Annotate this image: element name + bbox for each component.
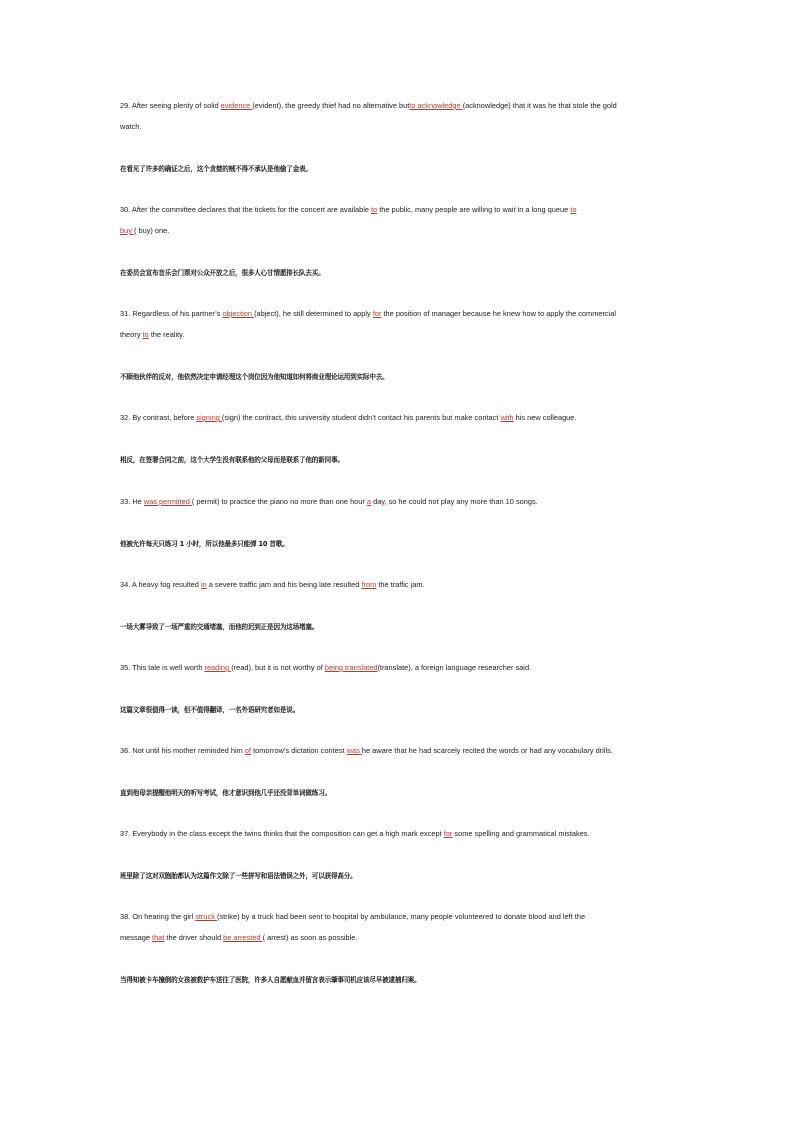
answer-text: to bbox=[142, 330, 149, 339]
answer-text: to acknowledge bbox=[409, 101, 463, 110]
answer-text: was permitted bbox=[143, 497, 192, 506]
answer-text: from bbox=[361, 580, 377, 589]
translation-text: 他被允许每天只练习 1 小时，所以他最多只能弹 10 首歌。 bbox=[120, 540, 289, 548]
translation-text: 在看见了许多的确证之后，这个贪婪的贼不得不承认是他偷了金表。 bbox=[120, 165, 312, 173]
sentence-line bbox=[120, 746, 613, 756]
sentence-text: (translate), a foreign language researcher said. bbox=[377, 663, 532, 672]
sentence-text: (strike) by a truck had been sent to hospital by ambulance, many people volunteered to donate blood and left the bbox=[216, 912, 586, 921]
sentence-text: his new colleague. bbox=[513, 413, 577, 422]
sentence-text: day, so he could not play any more than 10 songs. bbox=[371, 497, 538, 506]
translation-text: 在委员会宣布音乐会门票对公众开放之后，很多人心甘情愿排长队去买。 bbox=[120, 269, 325, 277]
answer-text: struck bbox=[195, 912, 217, 921]
sentence-text: (acknowledge) that it was he that stole the gold bbox=[462, 101, 617, 110]
answer-text: for bbox=[443, 829, 453, 838]
sentence-text: 37. Everybody in the class except the twins thinks that the composition can get a high mark except bbox=[120, 829, 444, 838]
answer-text: to bbox=[570, 205, 577, 214]
sentence-text: tomorrow’s dictation contest bbox=[251, 746, 347, 755]
sentence-text: message bbox=[120, 933, 153, 942]
sentence-text: 36. Not until his mother reminded him bbox=[120, 746, 245, 755]
sentence-line bbox=[120, 101, 617, 111]
sentence-text: the driver should bbox=[164, 933, 224, 942]
sentence-line bbox=[120, 829, 590, 839]
sentence-line bbox=[120, 663, 531, 673]
sentence-text: he aware that he had scarcely recited the words or had any vocabulary drills. bbox=[361, 746, 613, 755]
sentence-text: 34. A heavy fog resulted bbox=[120, 580, 201, 589]
answer-text: buy bbox=[120, 226, 134, 235]
sentence-text: ( permit) to practice the piano no more than one hour bbox=[191, 497, 367, 506]
sentence-text: (sign) the contract, this university student didn’t contact his parents but make contact bbox=[221, 413, 501, 422]
sentence-text: a severe traffic jam and his being late resulted bbox=[206, 580, 362, 589]
translation-text: 这篇文章很值得一读，但不值得翻译，一名外语研究者如是说。 bbox=[120, 706, 300, 714]
translation-text: 班里除了这对双胞胎都认为这篇作文除了一些拼写和语法错误之外，可以获得高分。 bbox=[120, 872, 357, 880]
answer-text: in bbox=[200, 580, 207, 589]
sentence-text: (evident), the greedy thief had no alternative but bbox=[252, 101, 410, 110]
sentence-line bbox=[120, 497, 538, 507]
translation-text: 相反，在签署合同之前，这个大学生没有联系他的父母而是联系了他的新同事。 bbox=[120, 456, 344, 464]
answer-text: objection bbox=[222, 309, 255, 318]
translation-text: 不顾他伙伴的反对，他依然决定申请经理这个岗位因为他知道如何将商业理论运用到实际中去。 bbox=[120, 373, 389, 381]
answer-text: evidence bbox=[220, 101, 253, 110]
answer-text: that bbox=[152, 933, 165, 942]
answer-text: for bbox=[372, 309, 382, 318]
answer-text: with bbox=[500, 413, 514, 422]
sentence-text: 31. Regardless of his partner’s bbox=[120, 309, 223, 318]
translation-text: 一场大雾导致了一场严重的交通堵塞，而他的迟到正是因为这场堵塞。 bbox=[120, 623, 319, 631]
sentence-text: 38. On hearing the girl bbox=[120, 912, 196, 921]
sentence-text: (read), but it is not worthy of bbox=[231, 663, 325, 672]
sentence-text: the traffic jam. bbox=[376, 580, 425, 589]
translation-text: 直到他母亲提醒他明天的听写考试，他才意识到他几乎还没背单词做练习。 bbox=[120, 789, 331, 797]
answer-text: being translated bbox=[324, 663, 378, 672]
sentence-line bbox=[120, 413, 576, 423]
answer-text: a bbox=[366, 497, 372, 506]
sentence-text: the reality. bbox=[148, 330, 185, 339]
sentence-text: 33. He bbox=[120, 497, 144, 506]
sentence-line bbox=[120, 226, 169, 236]
answer-text: to bbox=[371, 205, 378, 214]
sentence-text: 30. After the committee declares that the tickets for the concert are available bbox=[120, 205, 371, 214]
answer-text: was bbox=[346, 746, 362, 755]
sentence-line bbox=[120, 205, 576, 215]
sentence-text: ( buy) one. bbox=[133, 226, 170, 235]
sentence-text: ( arrest) as soon as possible. bbox=[262, 933, 358, 942]
sentence-text: 29. After seeing plenty of solid bbox=[120, 101, 221, 110]
sentence-text: some spelling and grammatical mistakes. bbox=[452, 829, 590, 838]
sentence-line bbox=[120, 309, 616, 319]
sentence-line bbox=[120, 122, 141, 132]
sentence-line bbox=[120, 330, 184, 340]
sentence-text: the position of manager because he knew how to apply the commercial bbox=[381, 309, 617, 318]
sentence-text: 32. By contrast, before bbox=[120, 413, 197, 422]
sentence-line bbox=[120, 933, 357, 943]
answer-text: reading bbox=[204, 663, 232, 672]
answer-text: signing bbox=[196, 413, 222, 422]
sentence-text: the public, many people are willing to wait in a long queue bbox=[377, 205, 571, 214]
sentence-text: theory bbox=[120, 330, 143, 339]
sentence-text: (abject), he still determined to apply bbox=[254, 309, 373, 318]
sentence-text: 35. This tale is well worth bbox=[120, 663, 205, 672]
sentence-line bbox=[120, 912, 585, 922]
answer-text: be arrested bbox=[223, 933, 263, 942]
answer-text: of bbox=[244, 746, 252, 755]
translation-text: 当得知被卡车撞倒的女孩被救护车送往了医院，许多人自愿献血并留言表示肇事司机应该尽早被逮捕归案。 bbox=[120, 976, 421, 984]
sentence-line bbox=[120, 580, 425, 590]
sentence-text: watch. bbox=[120, 122, 142, 131]
